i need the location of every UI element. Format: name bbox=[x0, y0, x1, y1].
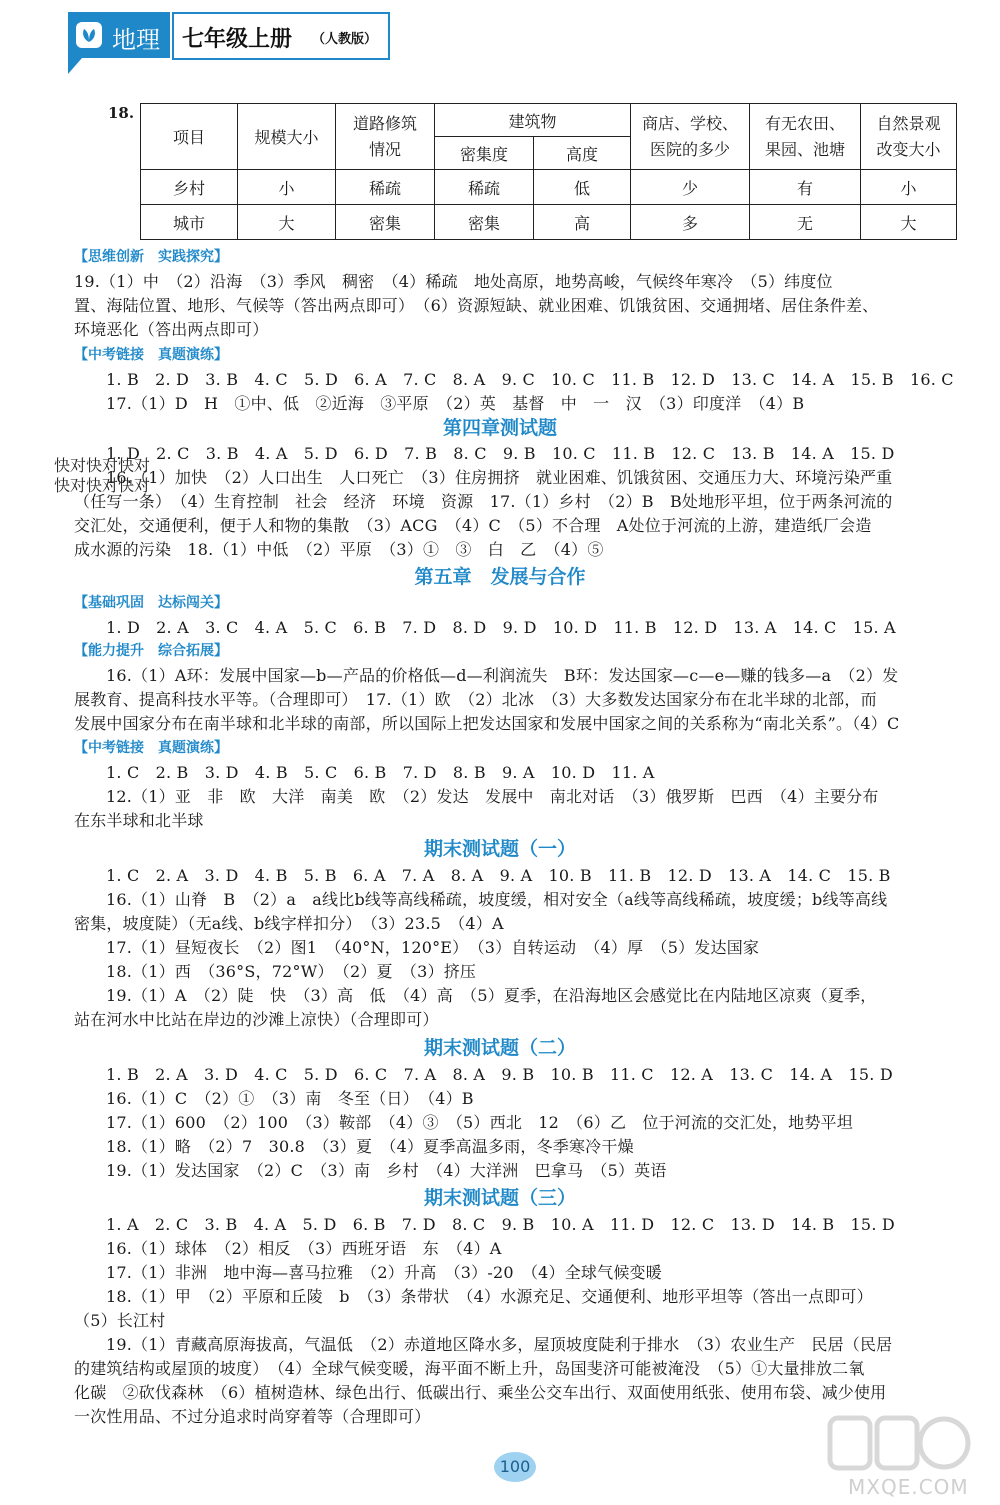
header-cell bbox=[861, 104, 957, 170]
answer-line: 17.（1）600 （2）100 （3）鞍部 （4）③ （5）西北 12 （6）乙 位于河流的交汇处，地势平坦 bbox=[106, 1113, 853, 1132]
header-cell: 高度 bbox=[534, 137, 631, 170]
table-row bbox=[141, 170, 957, 205]
subject-label: 地理 bbox=[112, 26, 160, 54]
question-18-label: 18. bbox=[108, 104, 135, 122]
chapter-title: 第四章测试题 bbox=[442, 417, 557, 439]
section-label: 【思维创新 实践探究】 bbox=[74, 249, 228, 265]
answer-line: 1. B 2. A 3. D 4. C 5. D 6. C 7. A 8. A 9. B 10. B 11. C 12. A 13. C 14. A 15. D bbox=[106, 1065, 893, 1084]
header-cell: 建筑物 bbox=[435, 104, 631, 137]
leaf-icon bbox=[76, 22, 102, 48]
answer-line: 在东半球和北半球 bbox=[74, 811, 204, 830]
table-cell: 大 bbox=[861, 205, 957, 240]
answer-line: 19.（1）A （2）陡 快 （3）高 低 （4）高 （5）夏季，在沿海地区会感觉比在内陆地区凉爽（夏季， bbox=[106, 986, 877, 1005]
answer-line: 一次性用品、不过分追求时尚穿着等（合理即可） bbox=[74, 1407, 431, 1426]
table-cell: 密集 bbox=[435, 205, 534, 240]
table-cell: 高 bbox=[534, 205, 631, 240]
answer-line: 1. D 2. A 3. C 4. A 5. C 6. B 7. D 8. D 9. D 10. D 11. B 12. D 13. A 14. C 15. A bbox=[106, 618, 896, 637]
header-line: 果园、池塘 bbox=[764, 139, 845, 159]
header-tail-decoration bbox=[68, 58, 82, 74]
answer-line: 19.（1）青藏高原海拔高，气温低 （2）赤道地区降水多，屋顶坡度陡利于排水 （3）农业生产 民居（民居 bbox=[106, 1335, 893, 1354]
answer-line: 置、海陆位置、地形、气候等（答出两点即可） （6）资源短缺、就业困难、饥饿贫困、交通拥堵、居住条件差、 bbox=[74, 296, 879, 315]
answer-line: 17.（1）昼短夜长 （2）图1 （40°N，120°E） （3）自转运动 （4）厚 （5）发达国家 bbox=[106, 938, 760, 957]
answer-line: 密集，坡度陡）（无a线、b线字样扣分） （3）23.5 （4）A bbox=[74, 914, 504, 933]
answer-line: 发展中国家分布在南半球和北半球的南部，所以国际上把发达国家和发展中国家之间的关系称为“南北关系”。（4）C bbox=[74, 714, 900, 733]
header-line: 商店、学校、 bbox=[641, 113, 738, 133]
grade-box bbox=[172, 12, 390, 60]
header-cell: 密集度 bbox=[435, 137, 534, 170]
answer-line: 17.（1）D H ①中、低 ②近海 ③平原 （2）英 基督 中 一 汉 （3）印度洋 （4）B bbox=[106, 394, 805, 413]
table-cell: 少 bbox=[631, 170, 750, 205]
table-cell: 城市 bbox=[141, 205, 238, 240]
answer-line: 18.（1）甲 （2）平原和丘陵 b （3）条带状 （4）水源充足、交通便利、地形平坦等（答出一点即可） bbox=[106, 1287, 873, 1306]
table-cell: 大 bbox=[238, 205, 336, 240]
page-number: 100 bbox=[494, 1452, 536, 1482]
answer-line: 站在河水中比站在岸边的沙滩上凉快）（合理即可） bbox=[74, 1010, 439, 1029]
header-line: 医院的多少 bbox=[649, 139, 730, 159]
edition-label: （人教版） bbox=[312, 32, 378, 47]
watermark-text: 快对快对快对 bbox=[54, 476, 151, 495]
answer-line: 环境恶化（答出两点即可） bbox=[74, 320, 269, 339]
answer-line: 16.（1）球体 （2）相反 （3）西班牙语 东 （4）A bbox=[106, 1239, 502, 1258]
header-cell: 项目 bbox=[141, 104, 238, 170]
table-cell: 稀疏 bbox=[435, 170, 534, 205]
header-cell bbox=[750, 104, 861, 170]
section-label: 【中考链接 真题演练】 bbox=[74, 740, 228, 756]
table-cell: 多 bbox=[631, 205, 750, 240]
answer-line: 交汇处，交通便利，便于人和物的集散 （3）ACG （4）C （5）不合理 A处位于河流的上游，建造纸厂会造 bbox=[74, 516, 872, 535]
table-cell: 密集 bbox=[336, 205, 435, 240]
answer-line: 16.（1）C （2）① （3）南 冬至（日） （4）B bbox=[106, 1089, 474, 1108]
chapter-title: 期末测试题（三） bbox=[423, 1187, 576, 1209]
answer-line: 17.（1）非洲 地中海—喜马拉雅 （2）升高 （3）-20 （4）全球气候变暖 bbox=[106, 1263, 662, 1282]
answer-line: 18.（1）西 （36°S，72°W） （2）夏 （3）挤压 bbox=[106, 962, 477, 981]
grade-label: 七年级上册 bbox=[182, 27, 293, 52]
answer-line: 16.（1）山脊 B （2）a a线比b线等高线稀疏，坡度缓，相对安全（a线等高线稀疏，坡度缓；b线等高线 bbox=[106, 890, 888, 909]
table-cell: 小 bbox=[861, 170, 957, 205]
header-cell: 规模大小 bbox=[238, 104, 336, 170]
table-cell: 小 bbox=[238, 170, 336, 205]
answer-line: 16.（1）A环：发展中国家—b—产品的价格低—d—利润流失 B环：发达国家—c—e—赚的钱多—a （2）发 bbox=[106, 666, 899, 685]
answer-line: 1. D 2. C 3. B 4. A 5. D 6. D 7. B 8. C 9. B 10. C 11. B 12. C 13. B 14. A 15. D bbox=[106, 444, 895, 463]
answer-line: 12.（1）亚 非 欧 大洋 南美 欧 （2）发达 发展中 南北对话 （3）俄罗斯 巴西 （4）主要分布 bbox=[106, 787, 879, 806]
answer-line: 1. C 2. A 3. D 4. B 5. B 6. A 7. A 8. A 9. A 10. B 11. B 12. D 13. A 14. C 15. B bbox=[106, 866, 891, 885]
chapter-title: 第五章 发展与合作 bbox=[414, 566, 586, 588]
header-cell bbox=[631, 104, 750, 170]
answer-line: （5）长江村 bbox=[74, 1311, 166, 1330]
answer-line: 的建筑结构或屋顶的坡度） （4）全球气候变暖，海平面不断上升，岛国斐济可能被淹没 （5）①大量排放二氧 bbox=[74, 1359, 865, 1378]
chapter-title: 期末测试题（一） bbox=[423, 838, 576, 860]
answer-line: 成水源的污染 18.（1）中低 （2）平原 （3）① ③ 白 乙 （4）⑤ bbox=[74, 540, 604, 559]
section-label: 【基础巩固 达标闯关】 bbox=[74, 595, 228, 611]
section-label: 【能力提升 综合拓展】 bbox=[74, 643, 228, 659]
header-line: 道路修筑 bbox=[352, 113, 417, 133]
answer-line: 18.（1）略 （2）7 30.8 （3）夏 （4）夏季高温多雨，冬季寒冷干燥 bbox=[106, 1137, 634, 1156]
header-cell bbox=[336, 104, 435, 170]
answer-line: 展教育、提高科技水平等。（合理即可） 17.（1）欧 （2）北冰 （3）大多数发达国家分布在北半球的北部，而 bbox=[74, 690, 877, 709]
answer-line: 19.（1）发达国家 （2）C （3）南 乡村 （4）大洋洲 巴拿马 （5）英语 bbox=[106, 1161, 667, 1180]
answer-line: 1. C 2. B 3. D 4. B 5. C 6. B 7. D 8. B 9. A 10. D 11. A bbox=[106, 763, 655, 782]
chapter-title: 期末测试题（二） bbox=[423, 1037, 576, 1059]
section-label: 【中考链接 真题演练】 bbox=[74, 347, 228, 363]
answer-line: 1. B 2. D 3. B 4. C 5. D 6. A 7. C 8. A 9. C 10. C 11. B 12. D 13. C 14. A 15. B 16. C bbox=[106, 370, 954, 389]
answer-line: 19.（1）中 （2）沿海 （3）季风 稠密 （4）稀疏 地处高原，地势高峻，气候终年寒冷 （5）纬度位 bbox=[74, 272, 833, 291]
table-cell: 乡村 bbox=[141, 170, 238, 205]
header-line: 改变大小 bbox=[876, 139, 941, 159]
comparison-table bbox=[140, 103, 957, 240]
table-cell: 低 bbox=[534, 170, 631, 205]
table-cell: 有 bbox=[750, 170, 861, 205]
answer-line: 1. A 2. C 3. B 4. A 5. D 6. B 7. D 8. C 9. B 10. A 11. D 12. C 13. D 14. B 15. D bbox=[106, 1215, 895, 1234]
table-cell: 稀疏 bbox=[336, 170, 435, 205]
page-header bbox=[68, 12, 388, 58]
logo-url-text: MXQE.COM bbox=[848, 1475, 969, 1499]
header-line: 情况 bbox=[368, 139, 401, 159]
answer-line: （任写一条） （4）生育控制 社会 经济 环境 资源 17.（1）乡村 （2）B B处地形平坦，位于两条河流的 bbox=[74, 492, 893, 511]
header-line: 有无农田、 bbox=[764, 113, 845, 133]
subject-tab bbox=[68, 12, 170, 58]
watermark-text: 快对快对快对 bbox=[54, 456, 151, 475]
answer-line: 化碳 ②砍伐森林 （6）植树造林、绿色出行、低碳出行、乘坐公交车出行、双面使用纸张、使用布袋、减少使用 bbox=[74, 1383, 887, 1402]
table-row bbox=[141, 205, 957, 240]
answer-line: 16.（1）加快 （2）人口出生 人口死亡 （3）住房拥挤 就业困难、饥饿贫困、交通压力大、环境污染严重 bbox=[106, 468, 893, 487]
header-line: 自然景观 bbox=[876, 113, 941, 133]
table-cell: 无 bbox=[750, 205, 861, 240]
